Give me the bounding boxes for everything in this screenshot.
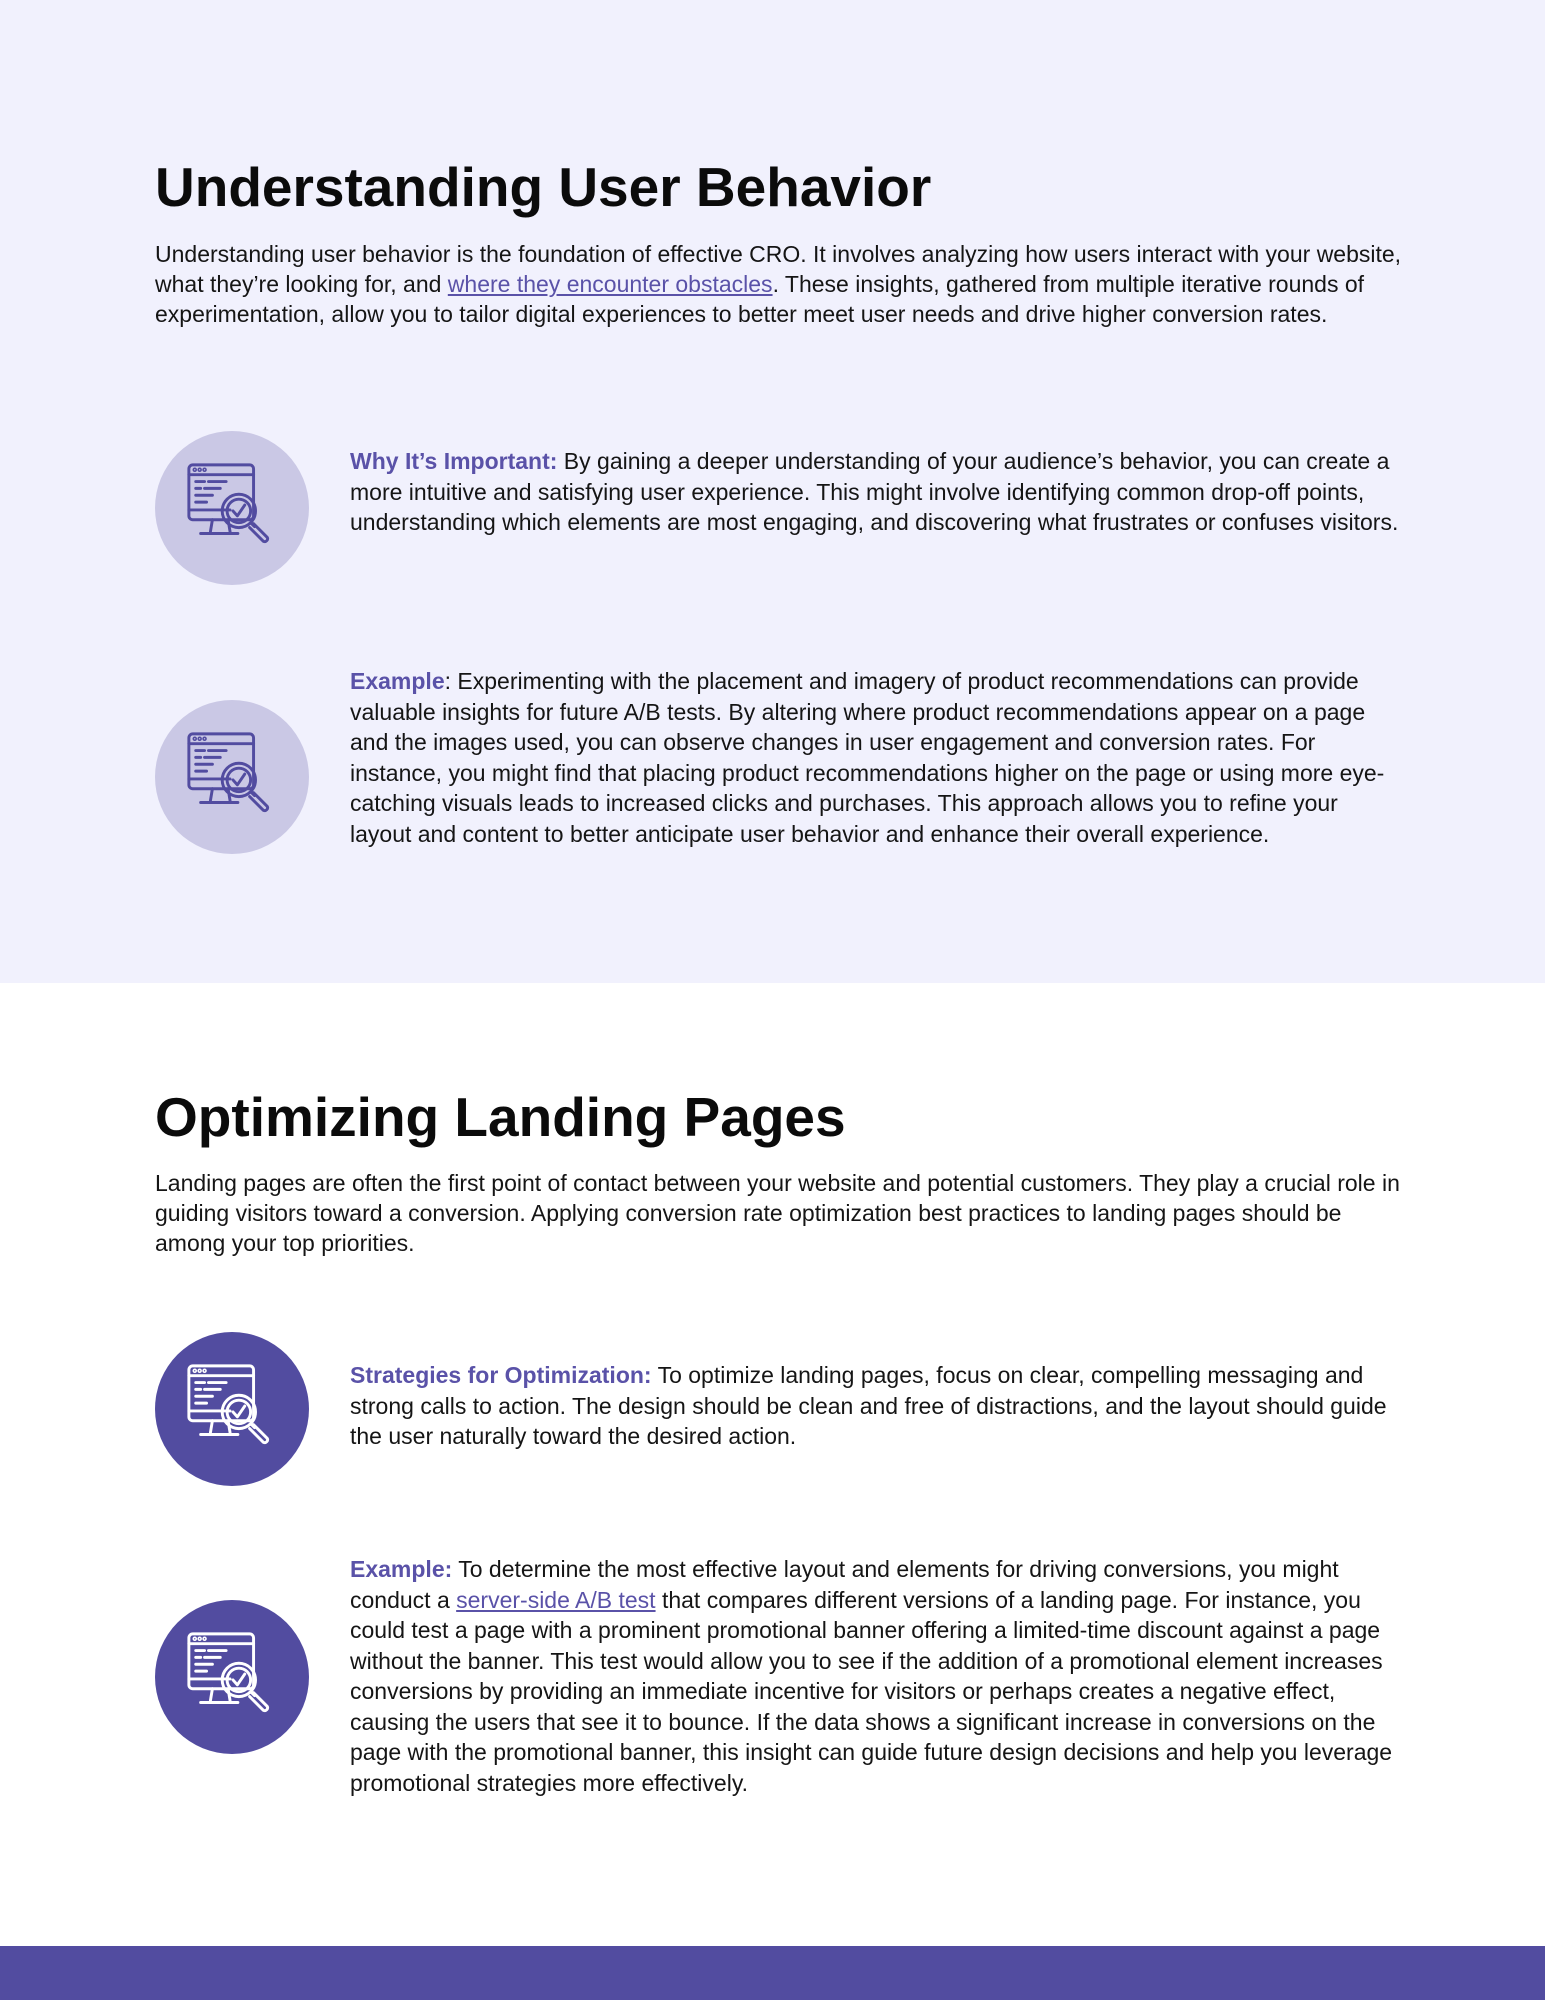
item-text (350, 1554, 1400, 1798)
monitor-magnifier-check-icon (155, 431, 309, 585)
section-understanding-user-behavior (0, 0, 1545, 983)
section-title: Optimizing Landing Pages (155, 1086, 846, 1148)
item-text (350, 666, 1400, 849)
monitor-magnifier-check-icon (155, 700, 309, 854)
footer-bar (0, 1946, 1545, 2000)
item-lead: Strategies for Optimization: (350, 1362, 652, 1388)
section-optimizing-landing-pages (0, 983, 1545, 1946)
item-text (350, 446, 1400, 538)
item-body: To optimize landing pages, focus on clear, compelling messaging and strong calls to action. The design should be clean and free of distractions, and the layout should guide the user naturally toward the desired action. (350, 1362, 1387, 1449)
monitor-magnifier-check-icon (155, 1600, 309, 1754)
obstacles-link[interactable]: where they encounter obstacles (447, 271, 773, 297)
item-body: that compares different versions of a landing page. For instance, you could test a page with a prominent promotional banner offering a limited-time discount against a page without the banner. This test would allow you to see if the addition of a promotional element increases conversions by providing an immediate incentive for visitors or perhaps creates a negative effect, causing the users that see it to bounce. If the data shows a significant increase in conversions on the page with the promotional banner, this insight can guide future design decisions and help you leverage promotional strategies more effectively. (350, 1586, 1393, 1796)
item-body: : Experimenting with the placement and imagery of product recommendations can provide valuable insights for future A/B tests. By altering where product recommendations appear on a page and the images used, you can observe changes in user engagement and conversion rates. For instance, you might find that placing product recommendations higher on the page or using more eye-catching visuals leads to increased clicks and purchases. This approach allows you to refine your layout and content to better anticipate user behavior and enhance their overall experience. (350, 668, 1385, 847)
item-body: By gaining a deeper understanding of your audience’s behavior, you can create a more intuitive and satisfying user experience. This might involve identifying common drop-off points, understanding which elements are most engaging, and discovering what frustrates or confuses visitors. (350, 448, 1399, 535)
item-lead: Why It’s Important: (350, 448, 558, 474)
item-lead: Example (350, 668, 445, 694)
section-intro: Landing pages are often the first point of contact between your website and potential customers. They play a crucial role in guiding visitors toward a conversion. Applying conversion rate optimization best practices to landing pages should be among your top priorities. (155, 1170, 1400, 1256)
intro-text: . These insights, gathered from multiple iterative rounds of experimentation, allow you to tailor digital experiences to better meet user needs and drive higher conversion rates. (155, 271, 1365, 327)
item-lead: Example: (350, 1556, 453, 1582)
section-intro (155, 239, 1405, 329)
item-text (350, 1360, 1400, 1452)
item-body: To determine the most effective layout and elements for driving conversions, you might conduct a (350, 1556, 1339, 1613)
section-title: Understanding User Behavior (155, 156, 932, 218)
intro-text: Understanding user behavior is the foundation of effective CRO. It involves analyzing how users interact with your website, what they’re looking for, and (155, 241, 1402, 297)
monitor-magnifier-check-icon (155, 1332, 309, 1486)
server-side-ab-test-link[interactable]: server-side A/B test (456, 1586, 656, 1613)
